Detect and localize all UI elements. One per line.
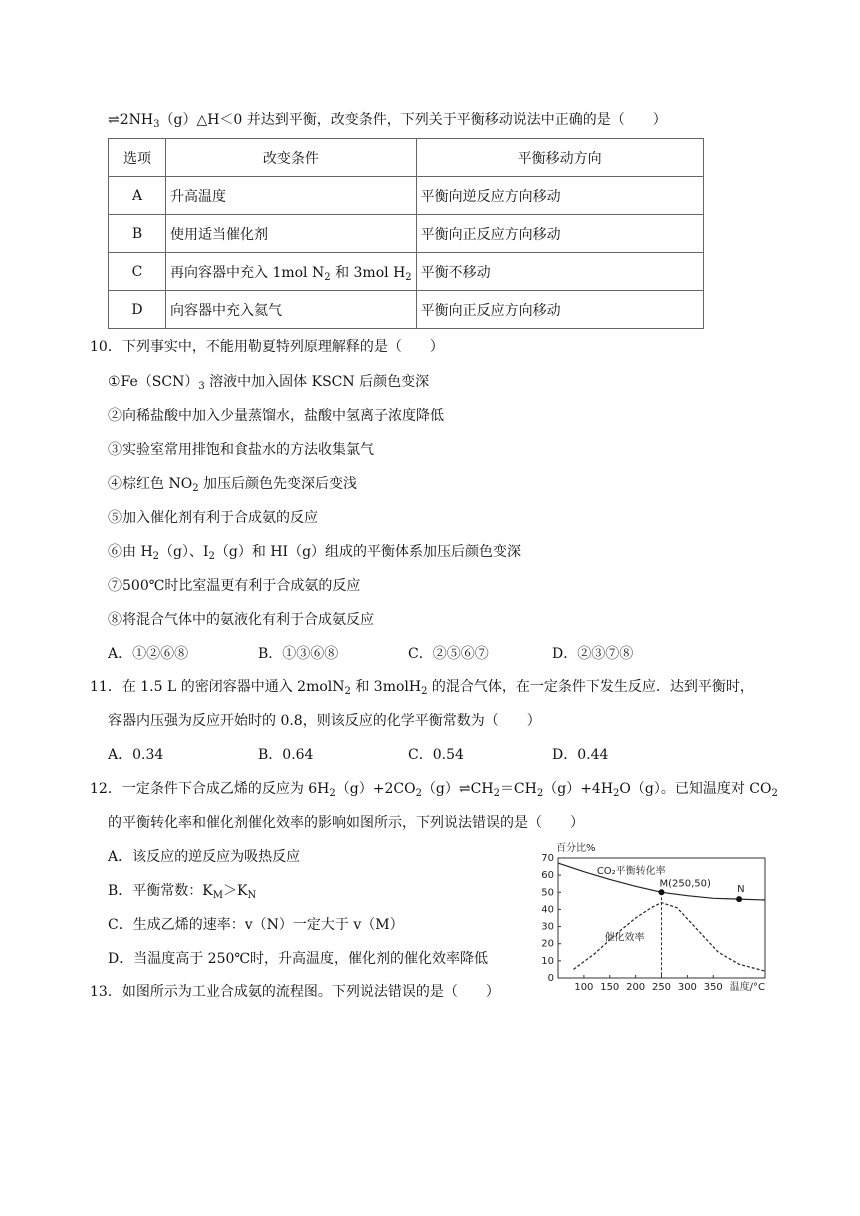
table-header: 改变条件 [166,139,417,177]
q10-choice-a: A．①②⑥⑧ [108,646,189,662]
table-cell: 升高温度 [166,177,417,215]
q10-item-6: ⑥由 $H_2(g)$、$I_2(g)$和 HI（g）组成的平衡体系加压后颜色变深 [108,544,522,562]
y-tick-label: 60 [541,870,554,882]
y-tick-label: 10 [541,955,554,967]
table-cell: 平衡向逆反应方向移动 [416,177,703,215]
x-tick-label: 300 [677,982,697,993]
table-row [109,253,704,291]
q10-stem: 10．下列事实中，不能用勒夏特列原理解释的是（ ） [90,339,444,355]
table-cell: 平衡向正反应方向移动 [416,215,703,253]
q10-item-3: ③实验室常用排饱和食盐水的方法收集氯气 [108,442,374,458]
point-m [659,889,665,895]
y-tick-label: 70 [541,853,554,864]
point-n-label: N [737,884,745,896]
y-tick-label: 40 [541,904,554,916]
table-header-row [109,139,704,177]
q10-choice-b: B．①③⑥⑧ [258,646,339,662]
table-cell: A [109,177,166,215]
x-tick-label: 100 [574,982,594,993]
q12-stem-line-1: 12．一定条件下合成乙烯的反应为 $6H_2(g)+2CO_2(g)\rightleftharpoons CH_2=CH_2(g)+4H_2O(g)$。已知温度对 $CO_2$ [90,781,778,799]
x-tick-label: 250 [651,982,672,993]
y-tick-label: 0 [547,973,554,984]
q10-item-7: ⑦500℃时比室温更有利于合成氨的反应 [108,578,361,594]
table-cell: C [109,253,166,291]
q11-stem-line-2: 容器内压强为反应开始时的 0.8，则该反应的化学平衡常数为（ ） [108,713,541,729]
table-cell: 向容器中充入氦气 [166,291,417,329]
series-label-conversion: CO₂平衡转化率 [596,866,666,878]
table-cell: 使用适当催化剂 [166,215,417,253]
y-axis-label: 百分比% [556,843,596,854]
table-row [109,177,704,215]
table-cell: 平衡不移动 [416,253,703,291]
table-cell: D [109,291,166,329]
q13-stem: 13．如图所示为工业合成氨的流程图。下列说法错误的是（ ） [90,984,500,1000]
catalyst-efficiency-line [574,903,766,972]
q10-item-4: ④棕红色 $NO_2$ 加压后颜色先变深后变浅 [108,476,358,494]
q12-stem-line-2: 的平衡转化率和催化剂催化效率的影响如图所示，下列说法错误的是（ ） [108,815,584,831]
q12-option-c: C．生成乙烯的速率：v（N）一定大于 v（M） [108,917,404,933]
q10-choice-d: D．②③⑦⑧ [552,646,634,662]
x-tick-label: 200 [626,982,646,993]
x-tick-label: 350 [703,982,723,993]
table-cell: B [109,215,166,253]
q12-option-a: A．该反应的逆反应为吸热反应 [108,849,301,865]
q12-option-b: B．平衡常数：$K_M>K_N$ [108,883,257,901]
q11-choice-c: C．0.54 [408,747,464,763]
y-tick-label: 50 [541,887,554,899]
table-cell: 再向容器中充入 1mol $N_2$ 和 3mol $H_2$ [166,253,417,291]
q10-item-2: ②向稀盐酸中加入少量蒸馏水，盐酸中氢离子浓度降低 [108,408,444,424]
q10-item-1: $①Fe(SCN)_3$ 溶液中加入固体 KSCN 后颜色变深 [108,374,430,392]
table-header: 平衡移动方向 [416,139,703,177]
point-n [736,896,742,902]
q12-option-d: D．当温度高于 250℃时，升高温度，催化剂的催化效率降低 [108,951,489,967]
table-header: 选项 [109,139,166,177]
table-row [109,291,704,329]
x-tick-label: 150 [600,982,620,993]
q10-choice-c: C．②⑤⑥⑦ [408,646,489,662]
table-row [109,215,704,253]
q11-choice-b: B．0.64 [258,747,314,763]
series-label-efficiency: 催化效率 [604,932,645,944]
y-tick-label: 30 [541,921,554,933]
q11-choice-a: A．0.34 [108,747,164,763]
point-m-label: M(250,50) [659,878,711,890]
q10-item-8: ⑧将混合气体中的氨液化有利于合成氨反应 [108,612,374,628]
q11-choice-d: D．0.44 [552,747,609,763]
q9-stem: $\rightleftharpoons 2NH_3(g)\triangle H<0$ 并达到平衡，改变条件，下列关于平衡移动说法中正确的是（ ） [108,112,667,130]
conversion-efficiency-chart [530,836,775,996]
q9-options-table [108,138,704,329]
table-cell: 平衡向正反应方向移动 [416,291,703,329]
x-axis-label: 温度/°C [729,982,765,993]
y-tick-label: 20 [541,938,554,950]
q11-stem-line-1: 11．在 1.5 L 的密闭容器中通入 2molN$_2$ 和 3molH$_2$ 的混合气体，在一定条件下发生反应．达到平衡时， [90,679,754,697]
q10-item-5: ⑤加入催化剂有利于合成氨的反应 [108,510,318,526]
